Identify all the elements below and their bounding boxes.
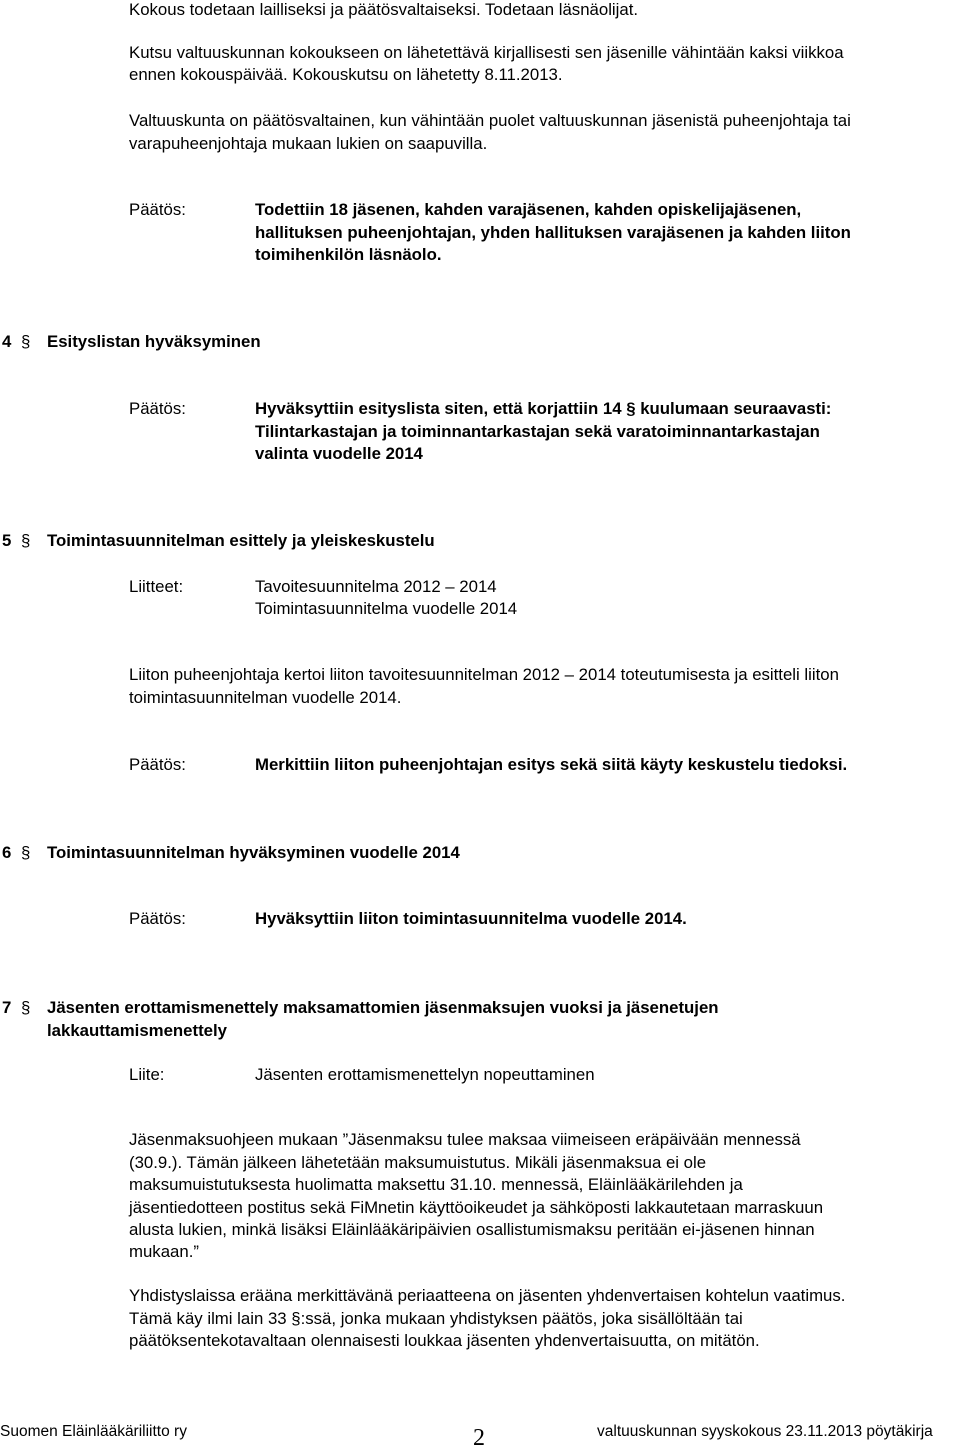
decision-label: Päätös: [129,755,186,774]
intro-line-3: ennen kokouspäivää. Kokouskutsu on lähetetty 8.11.2013. [129,65,563,84]
section-4-decision-line-2: Tilintarkastajan ja toiminnantarkastajan sekä varatoiminnantarkastajan [255,422,820,441]
section-7-number: 7 [2,998,12,1017]
section-4-title: Esityslistan hyväksyminen [47,332,261,351]
section-7-para-1-line-4: jäsentiedotteen postitus sekä FiMnetin käyttöoikeudet ja sähköposti lakkautetaan marraskuun [129,1198,824,1217]
section-7-para-2-line-2: Tämä käy ilmi lain 33 §:ssä, jonka mukaan yhdistyksen päätös, joka sisällöltään tai [129,1309,743,1328]
section-6-number: 6 [2,843,12,862]
decision-1-line-1: Todettiin 18 jäsenen, kahden varajäsenen, kahden opiskelijajäsenen, [255,200,802,219]
section-7-para-2-line-3: päätöksentekotavaltaan olennaisesti loukkaa jäsenten yhdenvertaisuutta, on mitätön. [129,1331,760,1350]
section-7-para-1-line-5: alusta lukien, minkä lisäksi Eläinlääkäripäivien osallistumismaksu peritään ei-jäsenen hinnan [129,1220,815,1239]
section-5-number: 5 [2,531,12,550]
decision-label: Päätös: [129,399,186,418]
section-5-body-line-2: toimintasuunnitelman vuodelle 2014. [129,688,402,707]
decision-label: Päätös: [129,909,186,928]
section-5-sign: § [21,531,31,550]
section-7-attachment: Jäsenten erottamismenettelyn nopeuttaminen [255,1065,595,1084]
decision-1-line-2: hallituksen puheenjohtajan, yhden hallituksen varajäsenen ja kahden liiton [255,223,851,242]
attachment-2: Toimintasuunnitelma vuodelle 2014 [255,599,518,618]
intro-line-5: varapuheenjohtaja mukaan lukien on saapuvilla. [129,134,488,153]
intro-line-4: Valtuuskunta on päätösvaltainen, kun vähintään puolet valtuuskunnan jäsenistä puheenjohtaja tai [129,111,851,130]
section-4-sign: § [21,332,31,351]
section-7-para-1-line-1: Jäsenmaksuohjeen mukaan ”Jäsenmaksu tulee maksaa viimeiseen eräpäivään mennessä [129,1130,801,1149]
section-7-para-1-line-2: (30.9.). Tämän jälkeen lähetetään maksumuistutus. Mikäli jäsenmaksua ei ole [129,1153,707,1172]
attachment-label: Liite: [129,1065,165,1084]
section-5-decision: Merkittiin liiton puheenjohtajan esitys sekä siitä käyty keskustelu tiedoksi. [255,755,848,774]
section-7-para-1-line-3: maksumuistutuksesta huolimatta maksettu 31.10. mennessä, Eläinlääkärilehden ja [129,1175,743,1194]
footer-organization: Suomen Eläinlääkäriliitto ry [0,1423,187,1440]
attachment-1: Tavoitesuunnitelma 2012 – 2014 [255,577,497,596]
section-7-para-2-line-1: Yhdistyslaissa erääna merkittävänä periaatteena on jäsenten yhdenvertaisen kohtelun vaatimus. [129,1286,846,1305]
footer-page-number: 2 [473,1425,485,1451]
section-6-title: Toimintasuunnitelman hyväksyminen vuodelle 2014 [47,843,460,862]
section-5-title: Toimintasuunnitelman esittely ja yleiskeskustelu [47,531,435,550]
decision-label: Päätös: [129,200,186,219]
section-4-decision-line-3: valinta vuodelle 2014 [255,444,423,463]
footer-document-title: valtuuskunnan syyskokous 23.11.2013 pöytäkirja [597,1423,933,1440]
section-5-body-line-1: Liiton puheenjohtaja kertoi liiton tavoitesuunnitelman 2012 – 2014 toteutumisesta ja esitteli liiton [129,665,839,684]
intro-line-2: Kutsu valtuuskunnan kokoukseen on lähetettävä kirjallisesti sen jäsenille vähintään kaksi viikkoa [129,43,844,62]
section-6-decision: Hyväksyttiin liiton toimintasuunnitelma vuodelle 2014. [255,909,687,928]
section-7-sign: § [21,998,31,1017]
section-7-title-line-1: Jäsenten erottamismenettely maksamattomien jäsenmaksujen vuoksi ja jäsenetujen [47,998,719,1017]
decision-1-line-3: toimihenkilön läsnäolo. [255,245,442,264]
section-7-title-line-2: lakkauttamismenettely [47,1021,228,1040]
section-7-para-1-line-6: mukaan.” [129,1242,199,1261]
intro-line-1: Kokous todetaan lailliseksi ja päätösvaltaiseksi. Todetaan läsnäolijat. [129,0,639,19]
attachments-label: Liitteet: [129,577,184,596]
section-6-sign: § [21,843,31,862]
section-4-decision-line-1: Hyväksyttiin esityslista siten, että korjattiin 14 § kuulumaan seuraavasti: [255,399,832,418]
section-4-number: 4 [2,332,12,351]
